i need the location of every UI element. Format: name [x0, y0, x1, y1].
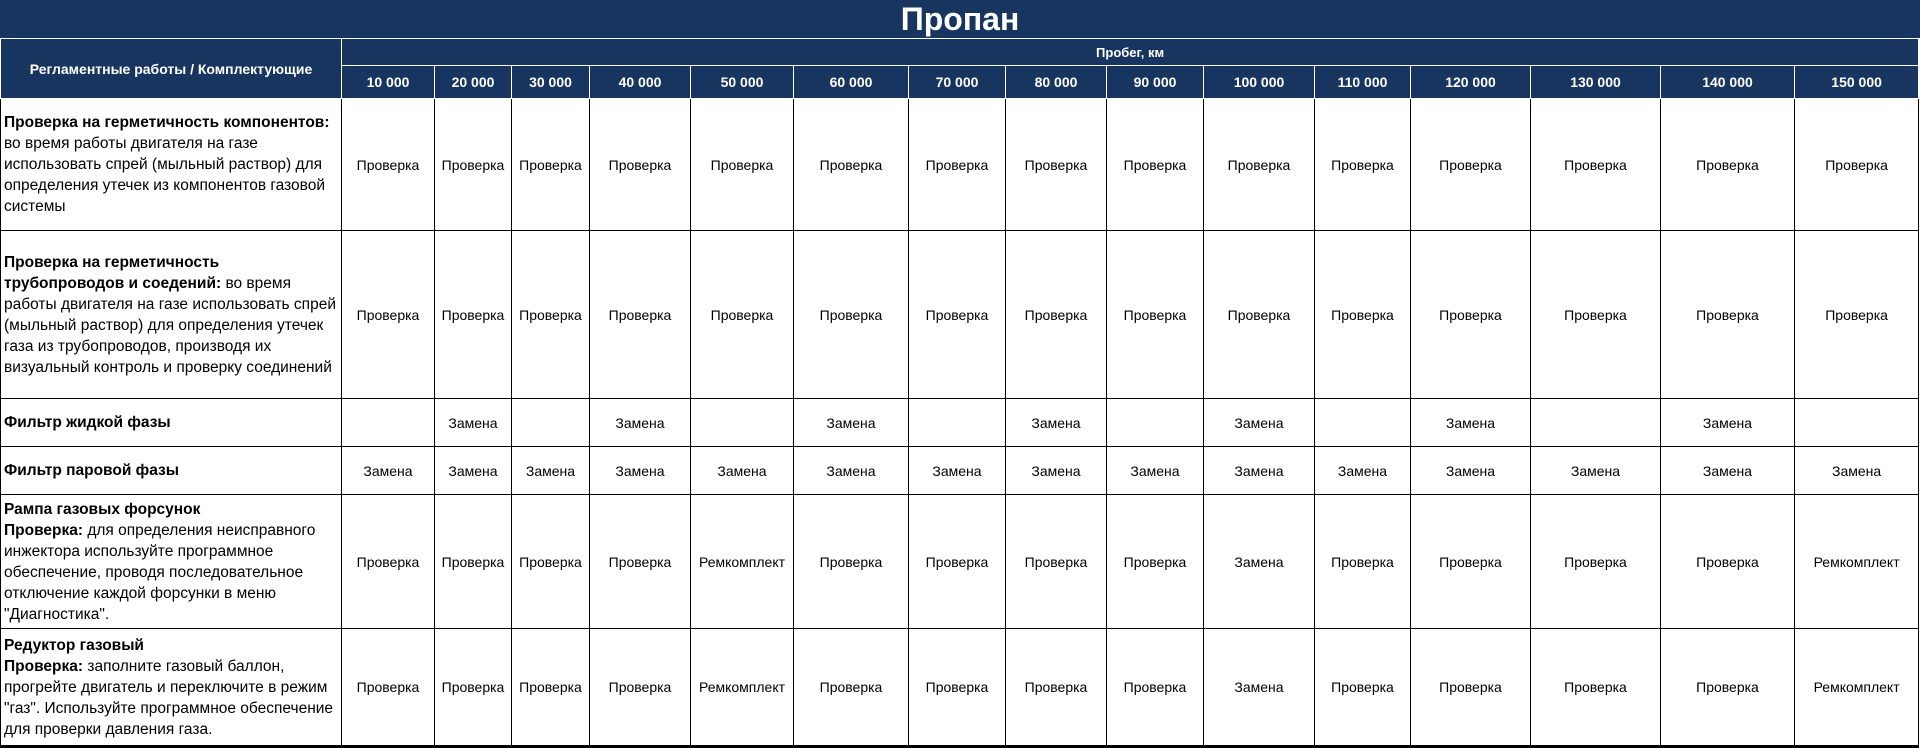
schedule-cell: Проверка: [1411, 99, 1531, 231]
table-row: [1, 231, 1919, 399]
schedule-cell: Проверка: [909, 231, 1006, 399]
schedule-cell: Проверка: [342, 629, 435, 747]
table-row: [1, 99, 1919, 231]
schedule-cell: Проверка: [1006, 231, 1107, 399]
schedule-cell: Проверка: [342, 99, 435, 231]
maintenance-table: [0, 38, 1919, 748]
work-description: [1, 495, 342, 629]
schedule-cell: Проверка: [1661, 495, 1795, 629]
mileage-column-header: 80 000: [1006, 66, 1107, 99]
schedule-cell: Проверка: [909, 629, 1006, 747]
schedule-cell: Проверка: [342, 495, 435, 629]
schedule-cell: Замена: [435, 447, 512, 495]
table-row: [1, 629, 1919, 747]
schedule-cell: Замена: [1204, 447, 1315, 495]
schedule-cell: Ремкомплект: [1795, 629, 1919, 747]
mileage-column-header: 120 000: [1411, 66, 1531, 99]
schedule-cell: Проверка: [590, 495, 691, 629]
schedule-cell: Проверка: [794, 231, 909, 399]
work-subtitle: Проверка:: [4, 657, 84, 675]
mileage-column-header: 70 000: [909, 66, 1006, 99]
schedule-cell: Проверка: [1006, 629, 1107, 747]
schedule-cell: Проверка: [590, 99, 691, 231]
schedule-cell: Проверка: [1315, 629, 1411, 747]
page-title: Пропан: [0, 0, 1920, 38]
schedule-cell: Проверка: [909, 495, 1006, 629]
mileage-column-header: 140 000: [1661, 66, 1795, 99]
work-description: [1, 399, 342, 447]
schedule-cell: [1315, 399, 1411, 447]
mileage-column-header: 30 000: [512, 66, 590, 99]
schedule-cell: Замена: [1107, 447, 1204, 495]
mileage-header: Пробег, км: [342, 39, 1919, 66]
schedule-cell: [1795, 399, 1919, 447]
schedule-cell: Проверка: [691, 99, 794, 231]
schedule-cell: Замена: [1204, 495, 1315, 629]
schedule-cell: Замена: [1411, 399, 1531, 447]
work-title: Проверка на герметичность трубопроводов и соедений:: [4, 253, 222, 292]
schedule-cell: Замена: [794, 399, 909, 447]
schedule-cell: Проверка: [1006, 99, 1107, 231]
schedule-cell: Замена: [1204, 399, 1315, 447]
schedule-cell: Проверка: [1315, 99, 1411, 231]
schedule-cell: Проверка: [1531, 629, 1661, 747]
table-row: [1, 447, 1919, 495]
mileage-column-header: 60 000: [794, 66, 909, 99]
schedule-cell: Замена: [1411, 447, 1531, 495]
schedule-cell: Проверка: [435, 99, 512, 231]
schedule-cell: Проверка: [512, 495, 590, 629]
schedule-cell: Проверка: [1661, 231, 1795, 399]
schedule-cell: Замена: [590, 399, 691, 447]
schedule-cell: Проверка: [435, 231, 512, 399]
schedule-cell: Проверка: [1006, 495, 1107, 629]
schedule-cell: Проверка: [1531, 231, 1661, 399]
schedule-cell: Замена: [590, 447, 691, 495]
schedule-cell: Замена: [1006, 447, 1107, 495]
schedule-cell: Проверка: [1531, 495, 1661, 629]
work-description: [1, 629, 342, 747]
schedule-cell: Проверка: [512, 99, 590, 231]
mileage-column-header: 150 000: [1795, 66, 1919, 99]
schedule-cell: Проверка: [1795, 99, 1919, 231]
works-header: Регламентные работы / Комплектующие: [1, 39, 342, 99]
work-text: для определения неисправного инжектора используйте программное обеспечение, проводя последовательное отключение каждой форсунки в меню "Диагностика".: [4, 521, 316, 623]
schedule-cell: Проверка: [1661, 99, 1795, 231]
schedule-cell: Проверка: [435, 629, 512, 747]
schedule-cell: Замена: [1531, 447, 1661, 495]
schedule-cell: Проверка: [1204, 99, 1315, 231]
schedule-cell: Проверка: [590, 629, 691, 747]
schedule-cell: Замена: [435, 399, 512, 447]
schedule-cell: Замена: [1204, 629, 1315, 747]
schedule-cell: [1107, 399, 1204, 447]
schedule-cell: Замена: [1795, 447, 1919, 495]
schedule-cell: Проверка: [1107, 495, 1204, 629]
schedule-cell: Проверка: [691, 231, 794, 399]
schedule-cell: Проверка: [342, 231, 435, 399]
mileage-column-header: 40 000: [590, 66, 691, 99]
work-title: Фильтр жидкой фазы: [4, 414, 171, 431]
schedule-cell: Проверка: [1315, 495, 1411, 629]
schedule-cell: Проверка: [1204, 231, 1315, 399]
schedule-cell: Проверка: [1411, 231, 1531, 399]
table-row: [1, 399, 1919, 447]
schedule-cell: Проверка: [512, 231, 590, 399]
work-title: Фильтр паровой фазы: [4, 462, 179, 479]
schedule-cell: Замена: [691, 447, 794, 495]
mileage-column-header: 100 000: [1204, 66, 1315, 99]
schedule-cell: [691, 399, 794, 447]
mileage-column-header: 20 000: [435, 66, 512, 99]
work-text: во время работы двигателя на газе использовать спрей (мыльный раствор) для определения утечек газа из трубопроводов, производя их визуальный контроль и проверку соединений: [4, 274, 336, 376]
table-row: [1, 495, 1919, 629]
mileage-column-header: 110 000: [1315, 66, 1411, 99]
schedule-cell: Ремкомплект: [691, 495, 794, 629]
mileage-column-header: 90 000: [1107, 66, 1204, 99]
schedule-cell: [342, 399, 435, 447]
schedule-cell: Проверка: [435, 495, 512, 629]
schedule-cell: Проверка: [512, 629, 590, 747]
work-title: Рампа газовых форсунок: [4, 500, 201, 518]
schedule-cell: Замена: [1315, 447, 1411, 495]
schedule-cell: Проверка: [1107, 629, 1204, 747]
schedule-cell: Проверка: [1531, 99, 1661, 231]
schedule-cell: Замена: [909, 447, 1006, 495]
schedule-cell: Проверка: [909, 99, 1006, 231]
mileage-column-header: 50 000: [691, 66, 794, 99]
work-title: Проверка на герметичность компонентов:: [4, 114, 330, 131]
work-description: [1, 99, 342, 231]
schedule-cell: [909, 399, 1006, 447]
work-text: заполните газовый баллон, прогрейте двигатель и переключите в режим "газ". Используйте программное обеспечение для проверки давления газа.: [4, 657, 334, 738]
schedule-cell: Проверка: [794, 99, 909, 231]
mileage-column-header: 10 000: [342, 66, 435, 99]
schedule-cell: Проверка: [1661, 629, 1795, 747]
schedule-cell: Проверка: [590, 231, 691, 399]
work-title: Редуктор газовый: [4, 636, 144, 654]
schedule-cell: [1531, 399, 1661, 447]
work-description: [1, 231, 342, 399]
schedule-cell: Замена: [1661, 447, 1795, 495]
schedule-cell: [512, 399, 590, 447]
schedule-cell: Ремкомплект: [691, 629, 794, 747]
schedule-cell: Проверка: [1107, 231, 1204, 399]
schedule-cell: Замена: [794, 447, 909, 495]
schedule-cell: Проверка: [794, 629, 909, 747]
schedule-cell: Ремкомплект: [1795, 495, 1919, 629]
schedule-cell: Проверка: [1411, 629, 1531, 747]
schedule-cell: Замена: [512, 447, 590, 495]
schedule-cell: Замена: [1661, 399, 1795, 447]
schedule-cell: Проверка: [1411, 495, 1531, 629]
schedule-cell: Проверка: [1315, 231, 1411, 399]
schedule-cell: Проверка: [794, 495, 909, 629]
schedule-cell: Замена: [1006, 399, 1107, 447]
table-body: [1, 99, 1919, 747]
mileage-column-header: 130 000: [1531, 66, 1661, 99]
schedule-cell: Проверка: [1107, 99, 1204, 231]
schedule-cell: Замена: [342, 447, 435, 495]
work-description: [1, 447, 342, 495]
schedule-cell: Проверка: [1795, 231, 1919, 399]
work-subtitle: Проверка:: [4, 521, 84, 539]
work-text: во время работы двигателя на газе использовать спрей (мыльный раствор) для определения утечек из компонентов газовой системы: [4, 135, 326, 215]
